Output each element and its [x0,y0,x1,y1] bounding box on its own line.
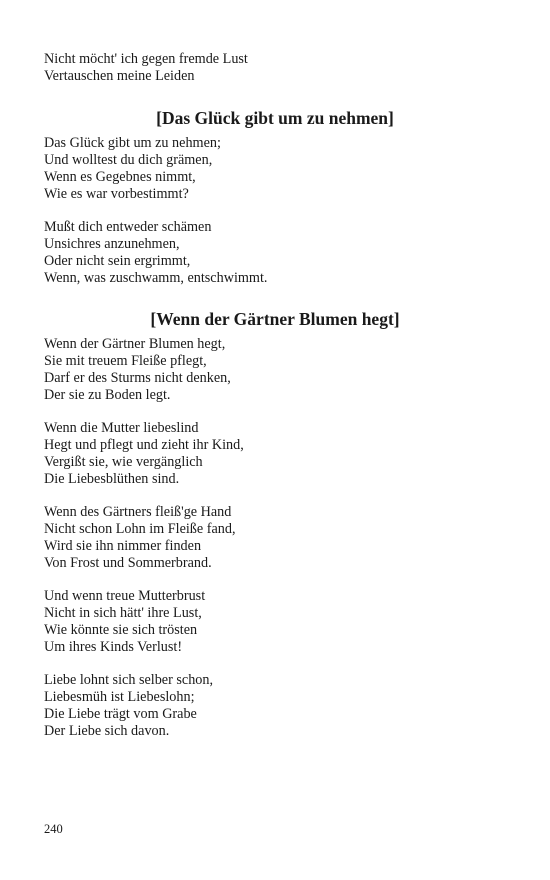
poem-line: Liebe lohnt sich selber schon, [44,672,214,688]
poem-line: Liebesmüh ist Liebeslohn; [44,688,195,705]
poem-title: [Das Glück gibt um zu nehmen] [156,108,394,128]
poem-line: Und wolltest du dich grämen, [44,151,213,168]
stanza [44,588,205,656]
poem-line: Wenn der Gärtner Blumen hegt, [44,336,226,352]
stanza-continuation [44,51,248,85]
poem-line: Um ihres Kinds Verlust! [44,638,183,655]
stanza [44,135,221,203]
stanza [44,336,231,404]
poem-line: Das Glück gibt um zu nehmen; [44,135,221,151]
stanza [44,420,244,488]
poem-line: Wenn die Mutter liebeslind [44,420,199,436]
poem-line: Die Liebe trägt vom Grabe [44,705,197,722]
stanza [44,504,236,572]
poem-title: [Wenn der Gärtner Blumen hegt] [150,309,400,329]
poem-line: Nicht in sich hätt' ihre Lust, [44,604,202,621]
poem-line: Nicht schon Lohn im Fleiße fand, [44,520,236,537]
poem-line: Wie könnte sie sich trösten [44,621,198,638]
poem-line: Mußt dich entweder schämen [44,219,212,235]
poem-line: Vergißt sie, wie vergänglich [44,453,203,470]
poem-line: Und wenn treue Mutterbrust [44,588,206,604]
poem-line: Wie es war vorbestimmt? [44,185,189,202]
poem-line: Von Frost und Sommerbrand. [44,554,212,571]
page-number: 240 [44,822,63,836]
poem-line: Der Liebe sich davon. [44,722,170,739]
poem-line: Wenn des Gärtners fleiß'ge Hand [44,504,232,520]
poem-line: Wenn, was zuschwamm, entschwimmt. [44,269,268,286]
poem-line: Der sie zu Boden legt. [44,386,171,403]
poem-line: Darf er des Sturms nicht denken, [44,369,231,386]
poem-line: Nicht möcht' ich gegen fremde Lust [44,51,248,67]
poem-line: Hegt und pflegt und zieht ihr Kind, [44,436,244,453]
poem-line: Die Liebesblüthen sind. [44,470,180,487]
poem-line: Sie mit treuem Fleiße pflegt, [44,352,207,369]
poem-line: Oder nicht sein ergrimmt, [44,252,191,269]
stanza [44,672,213,740]
poem-line: Vertauschen meine Leiden [44,67,195,84]
poem-line: Wenn es Gegebnes nimmt, [44,168,196,185]
poem-line: Wird sie ihn nimmer finden [44,537,202,554]
poem-line: Unsichres anzunehmen, [44,235,180,252]
stanza [44,219,267,287]
